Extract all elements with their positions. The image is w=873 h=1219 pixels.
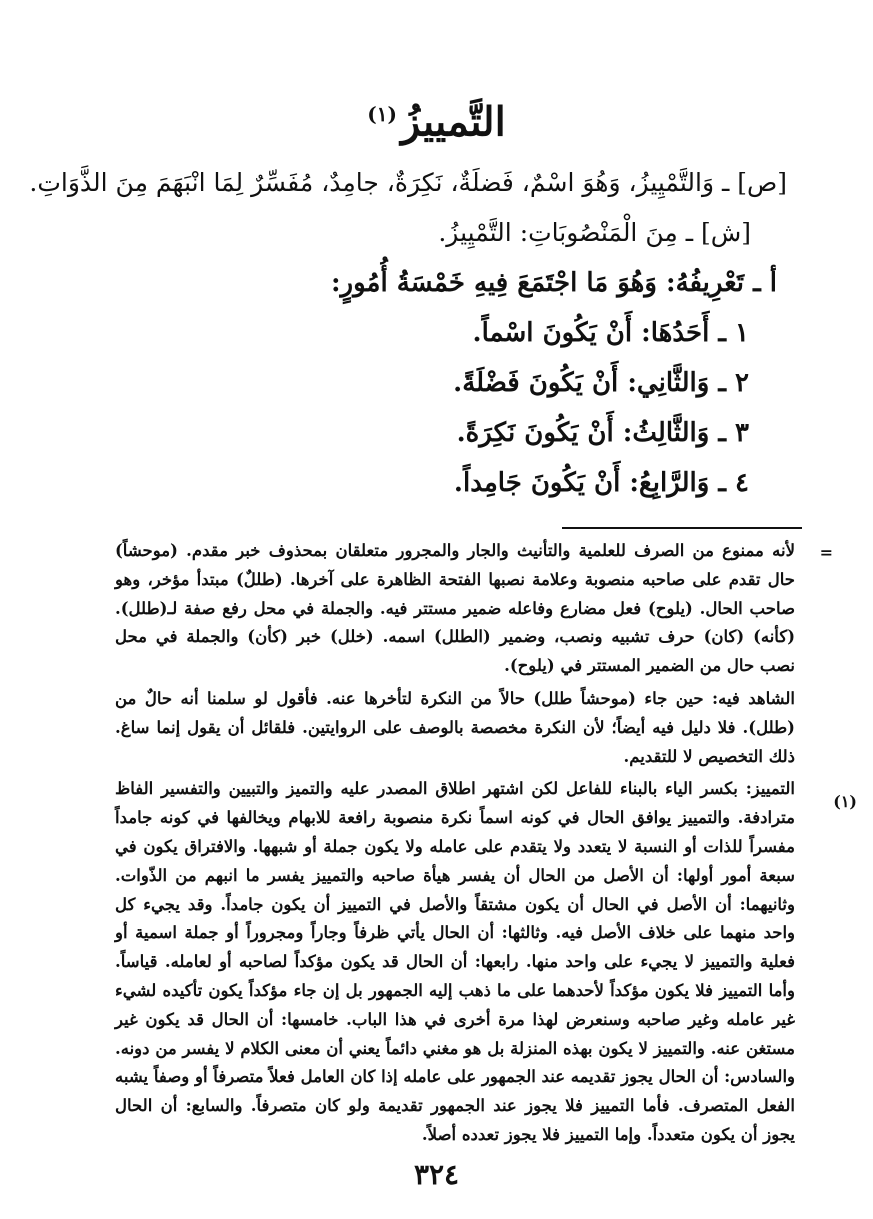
title-footnote-ref: (١) [367,102,397,126]
chapter-title [0,88,873,148]
continued-note-paragraph: لأنه ممنوع من الصرف للعلمية والتأنيث والجار والمجرور متعلقان بمحذوف خبر مقدم. (موحشاً) حال تقدم على صاحبه منصوبة وعلامة نصبها الفتحة الظاهرة على آخرها. (طللٌ) مبتدأ مؤخر، وهو صاحب الحال. (يلوح) فعل مضارع وفاعله ضمير مستتر فيه. والجملة في محل رفع صفة لـ(طلل). (كأنه) (كان) حرف تشبيه ونصب، وضمير (الطلل) اسمه. (خلل) خبر (كأن) والجملة في محل نصب حال من الضمير المستتر في (يلوح). [115,541,795,676]
footnote-separator [562,527,802,529]
main-line-statement: [ص] ـ وَالتَّمْيِيزُ، وَهُوَ اسْمٌ، فَضلَةٌ، نَكِرَةٌ، جامِدٌ، مُفَسِّرٌ لِمَا انْبَهَمَ مِنَ الذَّوَاتِ. [29,168,787,197]
main-line-definition: أ ـ تَعْرِيفُهُ: وَهُوَ مَا اجْتَمَعَ فِيهِ خَمْسَةُ أُمُورٍ: [330,268,777,298]
main-text [29,158,787,508]
continued-note-paragraph: الشاهد فيه: حين جاء (موحشاً طلل) حالاً من النكرة لتأخرها عنه. فأقول لو سلمنا أنه حالٌ من (طلل). فلا دليل فيه أيضاً؛ لأن النكرة مخصصة بالوصف على الروايتين. فلقائل أن يقول إنما ساغ. ذلك التخصيص لا للتقديم. [115,688,795,766]
page-number: ٣٢٤ [413,1158,460,1191]
main-line-condition-4: ٤ ـ وَالرَّابِعُ: أَنْ يَكُونَ جَامِداً. [453,468,749,498]
continuation-marker: = [819,543,833,562]
main-line-condition-3: ٣ ـ وَالثَّالِثُ: أَنْ يَكُونَ نَكِرَةً. [456,418,749,448]
chapter-title-text: التَّمييزُ [400,98,506,146]
footnote-1-text: التمييز: بكسر الياء بالبناء للفاعل لكن اشتهر اطلاق المصدر عليه والتميز والتبيين والتفسير الفاظ مترادفة. والتمييز يوافق الحال في كونه اسماً نكرة منصوبة رافعة للابهام ويخالفها في كونه جامداً مفسراً للذات أو النسبة لا يتعدد ولا يتقدم على عامله ولا يكون جملة أو شبهها. والافتراق يكون في سبعة أمور أولها: أن الأصل من الحال أن يفسر هيأة صاحبه والتمييز يفسر ما انبهم من الذّوات. وثانيهما: أن الأصل في الحال أن يكون مشتقاً والأصل في التمييز أن يكون جامداً. وقد يجيء كل واحد منهما على خلاف الأصل فيه. وثالثها: أن الحال يأتي ظرفاً وجاراً ومجروراً أو جملة اسمية أو فعلية والتمييز لا يجيء على واحد منها. رابعها: أن الحال قد يكون مؤكداً لصاحبه أو لعامله. قياساً. وأما التمييز فلا يكون مؤكداً لأحدهما على ما ذهب إليه الجمهور بل إن جاء مؤكداً يكون تأكيده لشيء غير عامله وغير صاحبه وسنعرض لهذا مرة أخرى في هذا الباب. خامسها: أن الحال قد يكون غير مستغن عنه. والتمييز لا يكون بهذه المنزلة بل هو مغني دائماً يعني أن معنى الكلام لا يفسر من دونه. والسادس: أن الحال يجوز تقديمه عند الجمهور على عامله إذا كان العامل فعلاً متصرفاً أو وصفاً يشبه الفعل المتصرف. فأما التمييز فلا يجوز عند الجمهور تقديمة ولو كان متصرفاً. والسابع: أن الحال يجوز أن يكون متعدداً. وإما التمييز فلا يجوز تعدده أصلاً. [115,779,795,1144]
footnote-marker: (١) [833,792,857,811]
main-line-condition-1: ١ ـ أَحَدُهَا: أَنْ يَكُونَ اسْماً. [472,318,749,348]
main-line-condition-2: ٢ ـ وَالثَّانِي: أَنْ يَكُونَ فَضْلَةً. [453,368,749,398]
main-line-explanation: [ش] ـ مِنَ الْمَنْصُوبَاتِ: التَّمْيِيزُ. [438,218,751,247]
footnotes [115,537,795,1150]
